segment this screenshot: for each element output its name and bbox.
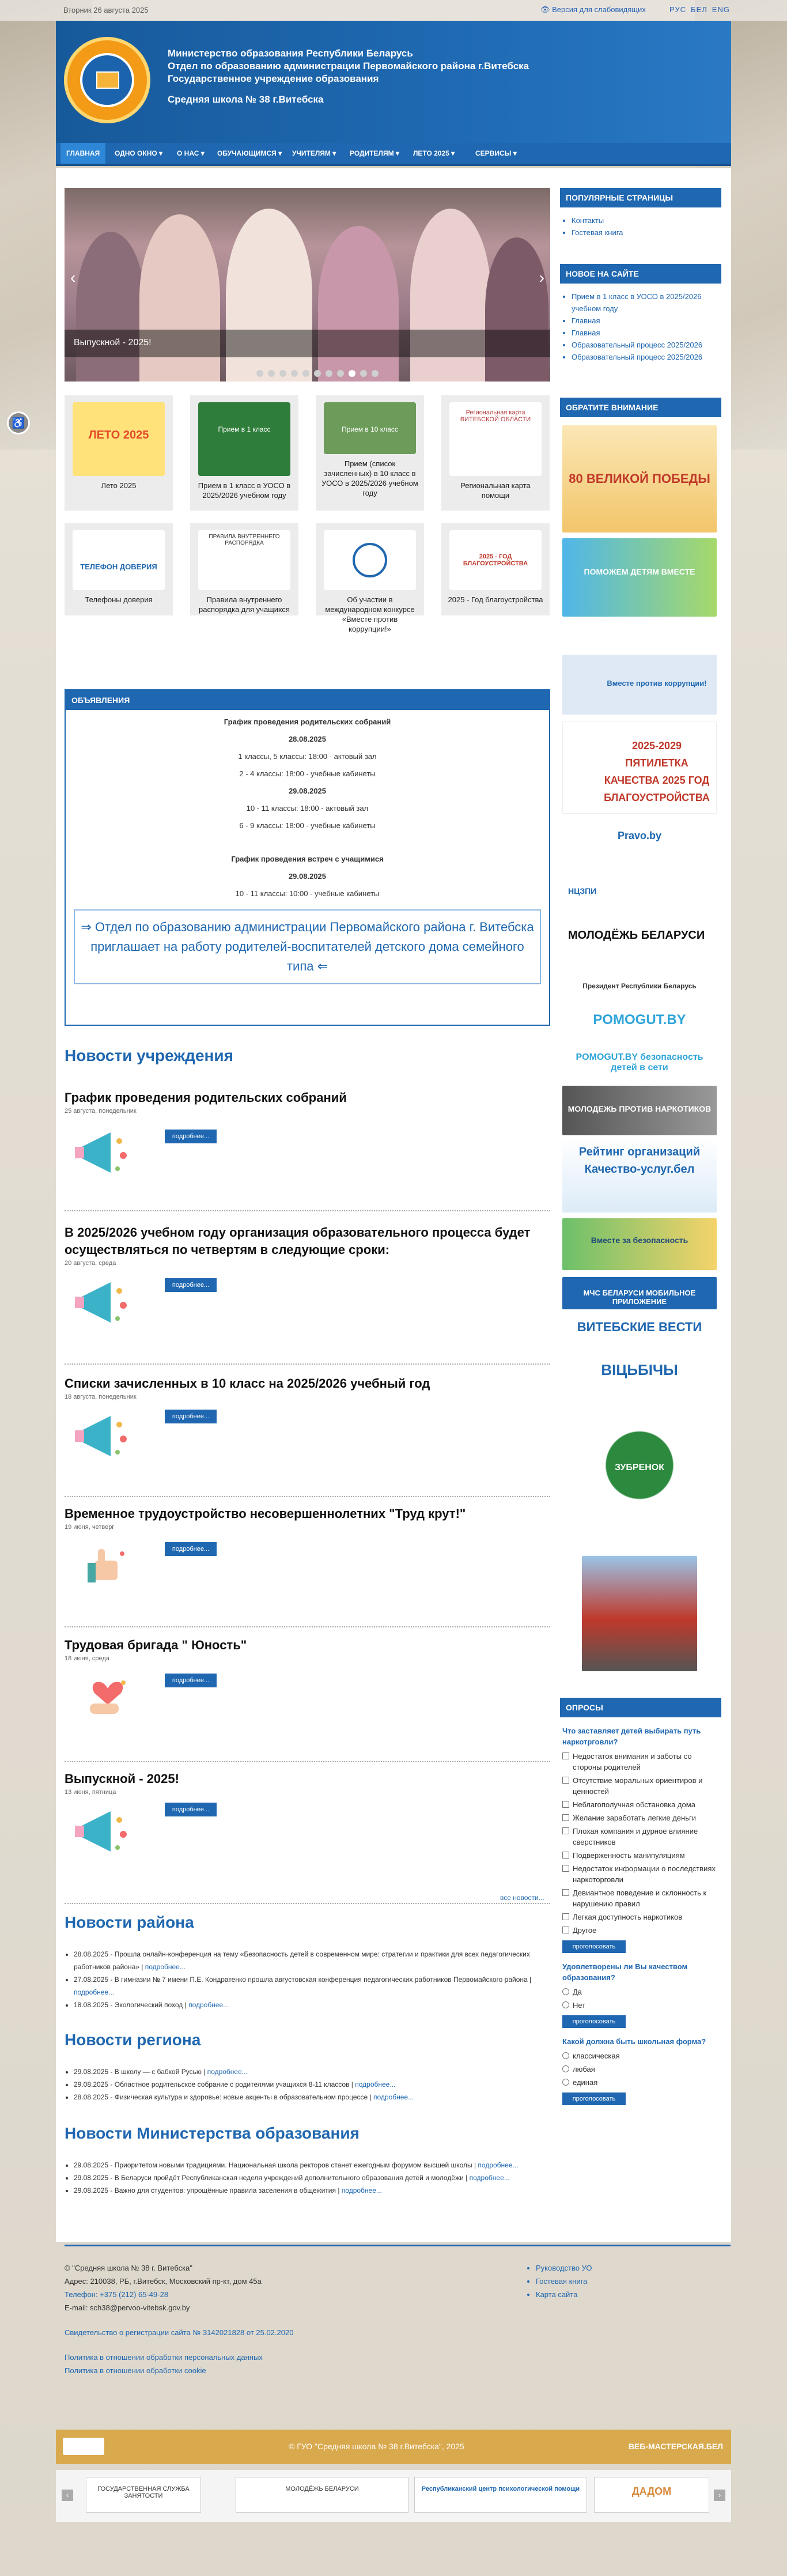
- footer-name: © "Средняя школа № 38 г. Витебска": [65, 2264, 192, 2272]
- partner-banner[interactable]: МОЛОДЁЖЬ БЕЛАРУСИ: [236, 2477, 408, 2513]
- feed-item: • 29.08.2025 - Приоритетом новыми традициями. Национальная школа ректоров станет ежегодным форумом высшей школы | подробнее...: [74, 2159, 548, 2171]
- nav-home[interactable]: ГЛАВНАЯ: [60, 143, 105, 164]
- footer-contacts: [65, 2261, 293, 2377]
- banner-mchs-app[interactable]: МЧС БЕЛАРУСИ МОБИЛЬНОЕ ПРИЛОЖЕНИЕ: [562, 1277, 717, 1309]
- banner-youth[interactable]: МОЛОДЁЖЬ БЕЛАРУСИ: [562, 917, 717, 964]
- sidebar-link[interactable]: • Главная: [572, 315, 719, 327]
- nav-services[interactable]: СЕРВИСЫ ▾: [475, 149, 517, 157]
- banner-safety-together[interactable]: Вместе за безопасность: [562, 1218, 717, 1270]
- tile-rules[interactable]: [190, 523, 298, 615]
- poll-option[interactable]: Другое: [562, 1925, 718, 1936]
- banner-anticorruption[interactable]: Вместе против коррупции!: [562, 655, 717, 715]
- slider-dot[interactable]: [326, 370, 332, 377]
- footer-links: [536, 2261, 592, 2301]
- ann-title: График проведения встреч с учащимися: [231, 855, 384, 863]
- poll-option[interactable]: классическая: [562, 2050, 718, 2061]
- sidebar-link[interactable]: • Образовательный процесс 2025/2026: [572, 351, 719, 363]
- counter-badge[interactable]: [63, 2438, 104, 2455]
- vacancy-banner[interactable]: ⇒ Отдел по образованию администрации Первомайского района г. Витебска приглашает на работу родителей-воспитателей детского дома семейного типа ⇐: [74, 909, 541, 984]
- site-title: Средняя школа № 38 г.Витебска: [168, 94, 324, 105]
- slider-caption: Выпускной - 2025!: [65, 330, 550, 357]
- poll-option[interactable]: любая: [562, 2064, 718, 2075]
- news-date: 19 июня, четверг: [65, 1524, 115, 1531]
- header-department: Отдел по образованию администрации Первомайского района г.Витебска: [168, 61, 529, 71]
- globe-icon: [353, 543, 387, 577]
- banner-ncpi[interactable]: НЦЗПИ: [562, 863, 717, 904]
- photo-slider[interactable]: [65, 188, 550, 382]
- nav-one-window[interactable]: ОДНО ОКНО ▾: [115, 149, 163, 157]
- news-title[interactable]: График проведения родительских собраний: [65, 1090, 347, 1105]
- megaphone-icon: [70, 1407, 139, 1465]
- poll-option[interactable]: Плохая компания и дурное влияние сверстников: [562, 1826, 718, 1848]
- attention-header: ОБРАТИТЕ ВНИМАНИЕ: [560, 398, 721, 417]
- sidebar-link[interactable]: • Контакты: [572, 214, 719, 226]
- ann-line: 10 - 11 классы: 18:00 - актовый зал: [246, 804, 369, 813]
- new-on-site-header: НОВОЕ НА САЙТЕ: [560, 264, 721, 284]
- news-item: [65, 1089, 550, 1214]
- district-news-title: Новости района: [65, 1913, 194, 1931]
- poll-option[interactable]: Неблагополучная обстановка дома: [562, 1799, 718, 1810]
- feed-item: • 18.08.2025 - Экологический поход | подробнее...: [74, 1999, 548, 2011]
- vote-button[interactable]: проголосовать: [562, 2015, 626, 2028]
- banner-quality[interactable]: 2025-2029 ПЯТИЛЕТКА КАЧЕСТВА 2025 ГОД БЛАГОУСТРОЙСТВА: [562, 722, 717, 814]
- slider-prev-arrow[interactable]: ‹: [70, 269, 76, 286]
- popular-pages-header: ПОПУЛЯРНЫЕ СТРАНИЦЫ: [560, 188, 721, 207]
- poll-form: [562, 1723, 718, 2113]
- feed-more-link[interactable]: подробнее...: [74, 1988, 115, 1996]
- header-institution: Государственное учреждение образования: [168, 73, 379, 84]
- news-item: [65, 1505, 550, 1632]
- poll-option[interactable]: Отсутствие моральных ориентиров и ценностей: [562, 1775, 718, 1797]
- megaphone-icon: [70, 1803, 139, 1860]
- feed-more-link[interactable]: подробнее...: [207, 2068, 248, 2076]
- footer-cookie-link[interactable]: Политика в отношении обработки cookie: [65, 2366, 206, 2375]
- nav-summer[interactable]: ЛЕТО 2025 ▾: [413, 149, 455, 157]
- tile-label: Об участии в международном конкурсе «Вместе против коррупции!»: [325, 595, 415, 633]
- nav-teachers[interactable]: УЧИТЕЛЯМ ▾: [292, 149, 336, 157]
- footer-phone[interactable]: Телефон: +375 (212) 65-49-28: [65, 2290, 169, 2299]
- banner-pravo[interactable]: Pravo.by: [562, 822, 717, 854]
- feed-more-link[interactable]: подробнее...: [188, 2001, 229, 2009]
- slider-dot[interactable]: [337, 370, 344, 377]
- tile-image: ТЕЛЕФОН ДОВЕРИЯ: [73, 530, 165, 590]
- tile-image: [324, 530, 416, 590]
- copyright-bar: [56, 2430, 731, 2464]
- top-bar: [0, 0, 787, 21]
- ann-date: 29.08.2025: [288, 787, 327, 795]
- banner-zubrenok[interactable]: ЗУБРЕНОК: [562, 1400, 717, 1544]
- carousel-prev-arrow[interactable]: ‹: [62, 2490, 73, 2501]
- banner-vitebsk-news[interactable]: ВИТЕБСКИЕ ВЕСТИ: [562, 1314, 717, 1343]
- polls-header: ОПРОСЫ: [560, 1698, 721, 1717]
- feed-more-link[interactable]: подробнее...: [373, 2093, 414, 2101]
- feed-item: • 28.08.2025 - Физическая культура и здоровье: новые акценты в образовательном процессе | подробнее...: [74, 2091, 548, 2103]
- read-more-button[interactable]: подробнее...: [165, 1278, 217, 1292]
- tile-image: Региональная карта ВИТЕБСКОЙ ОБЛАСТИ: [449, 402, 542, 476]
- tile-tenth-grade[interactable]: [316, 395, 424, 511]
- banner-vitsbichy[interactable]: ВІЦЬБІЧЫ: [562, 1354, 717, 1389]
- lang-be[interactable]: БЕЛ: [691, 5, 707, 14]
- lang-ru[interactable]: РУС: [669, 5, 687, 14]
- footer-certificate[interactable]: Свидетельство о регистрации сайта № 3142021828 от 25.02.2020: [65, 2328, 294, 2337]
- nav-parents[interactable]: РОДИТЕЛЯМ ▾: [350, 149, 399, 157]
- studio-link[interactable]: ВЕБ-МАСТЕРСКАЯ.БЕЛ: [628, 2442, 723, 2451]
- slider-dot[interactable]: [372, 370, 379, 377]
- footer-link[interactable]: • Руководство УО: [536, 2261, 592, 2275]
- news-item: [65, 1375, 550, 1502]
- sidebar-link[interactable]: • Образовательный процесс 2025/2026: [572, 339, 719, 351]
- tile-year[interactable]: [441, 523, 550, 615]
- feed-item: • 28.08.2025 - Прошла онлайн-конференция на тему «Безопасность детей в современном мире: стратегии и практики для всех педагогических работников района» | подробнее...: [74, 1948, 548, 1973]
- footer-privacy-link[interactable]: Политика в отношении обработки персональных данных: [65, 2353, 263, 2362]
- ministry-news-list: [70, 2159, 548, 2197]
- news-date: 18 июня, среда: [65, 1655, 109, 1662]
- footer-link[interactable]: • Гостевая книга: [536, 2275, 592, 2288]
- poll-option[interactable]: Да: [562, 1986, 718, 1997]
- news-item: [65, 1637, 550, 1767]
- slider-dot[interactable]: [291, 370, 298, 377]
- tile-label: Прием (список зачисленных) в 10 класс в УОСО в 2025/2026 учебном году: [321, 459, 418, 497]
- slider-dot[interactable]: [279, 370, 286, 377]
- all-news-link[interactable]: все новости...: [500, 1894, 544, 1902]
- poll-option[interactable]: единая: [562, 2077, 718, 2088]
- news-title[interactable]: Временное трудоустройство несовершеннолетних "Труд крут!": [65, 1506, 466, 1521]
- tile-label: Региональная карта помощи: [460, 481, 531, 500]
- news-date: 13 июня, пятница: [65, 1789, 116, 1796]
- feed-item: • 29.08.2025 - Важно для студентов: упрощённые правила заселения в общежития | подробнее...: [74, 2184, 548, 2197]
- tile-label: Лето 2025: [101, 481, 137, 490]
- banner-train[interactable]: [582, 1556, 697, 1671]
- news-date: 25 августа, понедельник: [65, 1108, 137, 1115]
- site-header: [56, 21, 731, 143]
- feed-more-link[interactable]: подробнее...: [478, 2161, 519, 2169]
- footer-link[interactable]: • Карта сайта: [536, 2288, 592, 2301]
- feed-more-link[interactable]: подробнее...: [341, 2186, 382, 2194]
- banner-president[interactable]: Президент Республики Беларусь: [562, 975, 717, 997]
- partners-carousel: [56, 2470, 731, 2522]
- banner-rating[interactable]: Рейтинг организаций Качество-услуг.бел: [562, 1139, 717, 1213]
- header-ministry: Министерство образования Республики Беларусь: [168, 48, 413, 59]
- read-more-button[interactable]: подробнее...: [165, 1674, 217, 1687]
- heart-hand-icon: [82, 1671, 151, 1729]
- poll-option[interactable]: Подверженность манипуляциям: [562, 1850, 718, 1861]
- slider-next-arrow[interactable]: ›: [539, 269, 544, 286]
- sidebar-link[interactable]: • Прием в 1 класс в УОСО в 2025/2026 учебном году: [572, 290, 719, 315]
- ann-line: 1 классы, 5 классы: 18:00 - актовый зал: [238, 752, 377, 761]
- tile-image: Прием в 10 класс: [324, 402, 416, 454]
- sidebar-link[interactable]: • Гостевая книга: [572, 226, 719, 239]
- carousel-next-arrow[interactable]: ›: [714, 2490, 725, 2501]
- poll-question: Удовлетворены ли Вы качеством образования?: [562, 1962, 688, 1982]
- tile-image: Прием в 1 класс: [198, 402, 290, 476]
- tile-first-grade[interactable]: [190, 395, 298, 511]
- feed-item: • 29.08.2025 - В школу — с бабкой Русью | подробнее...: [74, 2065, 548, 2078]
- partner-banner[interactable]: ГОСУДАРСТВЕННАЯ СЛУЖБА ЗАНЯТОСТИ: [86, 2477, 201, 2513]
- current-date: Вторник 26 августа 2025: [63, 6, 149, 14]
- news-date: 20 августа, среда: [65, 1260, 116, 1267]
- news-date: 18 августа, понедельник: [65, 1393, 137, 1400]
- feed-more-link[interactable]: подробнее...: [145, 1963, 186, 1971]
- slider-dot[interactable]: [256, 370, 263, 377]
- tile-label: 2025 - Год благоустройства: [448, 595, 543, 604]
- banner-help-children[interactable]: ПОМОЖЕМ ДЕТЯМ ВМЕСТЕ: [562, 538, 717, 617]
- tile-label: Телефоны доверия: [85, 595, 153, 604]
- feed-item: • 27.08.2025 - В гимназии № 7 имени П.Е. Кондратенко прошла августовская конференция педагогических работников Первомайского района | подробнее...: [74, 1973, 548, 1999]
- news-title[interactable]: Трудовая бригада " Юность": [65, 1638, 247, 1652]
- slider-dot[interactable]: [360, 370, 367, 377]
- ministry-news-title: Новости Министерства образования: [65, 2124, 360, 2142]
- poll-question: Что заставляет детей выбирать путь наркотрговли?: [562, 1727, 701, 1746]
- megaphone-icon: [70, 1124, 139, 1181]
- accessibility-button[interactable]: [7, 411, 30, 435]
- low-vision-link[interactable]: 👁 Версия для слабовидящих: [540, 5, 646, 14]
- read-more-button[interactable]: подробнее...: [165, 1542, 217, 1556]
- banner-anti-drugs[interactable]: МОЛОДЕЖЬ ПРОТИВ НАРКОТИКОВ: [562, 1086, 717, 1135]
- partner-banner[interactable]: ДАДОМ: [594, 2477, 709, 2513]
- partner-banner[interactable]: Республиканский центр психологической помощи: [414, 2477, 587, 2513]
- vote-button[interactable]: проголосовать: [562, 2092, 626, 2105]
- slider-dot-active[interactable]: [349, 370, 355, 377]
- feed-more-link[interactable]: подробнее...: [469, 2174, 510, 2182]
- thumbs-up-icon: [82, 1543, 151, 1601]
- tile-summer[interactable]: [65, 395, 173, 511]
- ann-date: 28.08.2025: [288, 735, 327, 743]
- poll-option[interactable]: Легкая доступность наркотиков: [562, 1912, 718, 1922]
- poll-option[interactable]: Нет: [562, 2000, 718, 2011]
- news-section-title: Новости учреждения: [65, 1047, 233, 1064]
- slider-dot[interactable]: [302, 370, 309, 377]
- ann-line: 6 - 9 классы: 18:00 - учебные кабинеты: [239, 821, 376, 830]
- poll-option[interactable]: Желание заработать легкие деньги: [562, 1812, 718, 1823]
- announcements-box: [65, 689, 550, 1026]
- district-news-list: [70, 1948, 548, 2011]
- tile-image: 2025 - ГОД БЛАГОУСТРОЙСТВА: [449, 530, 542, 590]
- feed-item: • 29.08.2025 - Областное родительское собрание с родителями учащихся 8-11 классов | подробнее...: [74, 2078, 548, 2091]
- ann-date: 29.08.2025: [288, 872, 327, 881]
- banner-pomogut-safety[interactable]: POMOGUT.BY безопасность детей в сети: [562, 1043, 717, 1080]
- nav-students[interactable]: ОБУЧАЮЩИМСЯ ▾: [217, 149, 282, 157]
- eye-icon: 👁: [540, 5, 550, 14]
- new-on-site-list: [563, 290, 719, 363]
- book-icon: [96, 71, 119, 89]
- region-news-list: [70, 2065, 548, 2103]
- tile-image: ЛЕТО 2025: [73, 402, 165, 476]
- sidebar-link[interactable]: • Главная: [572, 327, 719, 339]
- poll-option[interactable]: Девиантное поведение и склонность к нарушению правил: [562, 1887, 718, 1909]
- read-more-button[interactable]: подробнее...: [165, 1130, 217, 1143]
- megaphone-icon: [70, 1274, 139, 1331]
- slider-dots: [256, 370, 379, 377]
- lang-en[interactable]: ENG: [712, 5, 730, 14]
- footer-address: Адрес: 210038, РБ, г.Витебск, Московский пр-кт, дом 45а: [65, 2277, 262, 2286]
- tile-label: Правила внутреннего распорядка для учащихся: [199, 595, 290, 614]
- tile-anticorruption[interactable]: [316, 523, 424, 633]
- news-title[interactable]: В 2025/2026 учебном году организация образовательного процесса будет осуществляться по четвертям в следующие сроки:: [65, 1225, 531, 1257]
- poll-option[interactable]: Недостаток внимания и заботы со стороны родителей: [562, 1751, 718, 1773]
- banner-pomogut[interactable]: POMOGUT.BY: [562, 1005, 717, 1037]
- news-item: [65, 1770, 550, 1886]
- poll-option[interactable]: Недостаток информации о последствиях наркоторговли: [562, 1863, 718, 1885]
- region-news-title: Новости региона: [65, 2031, 201, 2049]
- popular-pages-list: [563, 214, 719, 239]
- ann-title: График проведения родительских собраний: [224, 717, 391, 726]
- read-more-button[interactable]: подробнее...: [165, 1410, 217, 1423]
- language-switcher: [669, 5, 735, 14]
- ann-line: 10 - 11 классы: 10:00 - учебные кабинеты: [235, 889, 380, 898]
- copyright-text: © ГУО "Средняя школа № 38 г.Витебска", 2025: [289, 2442, 464, 2451]
- slider-dot[interactable]: [268, 370, 275, 377]
- news-item: [65, 1224, 550, 1368]
- news-title[interactable]: Списки зачисленных в 10 класс на 2025/2026 учебный год: [65, 1376, 430, 1391]
- news-title[interactable]: Выпускной - 2025!: [65, 1772, 179, 1786]
- read-more-button[interactable]: подробнее...: [165, 1803, 217, 1816]
- tile-help-map[interactable]: [441, 395, 550, 511]
- accessibility-icon: ♿: [12, 417, 25, 429]
- poll-question: Какой должна быть школьная форма?: [562, 2037, 706, 2046]
- main-nav: [56, 143, 731, 166]
- ann-line: 2 - 4 классы: 18:00 - учебные кабинеты: [239, 769, 376, 778]
- footer-email[interactable]: E-mail: sch38@pervoo-vitebsk.gov.by: [65, 2303, 190, 2312]
- tile-image: ПРАВИЛА ВНУТРЕННЕГО РАСПОРЯДКА: [198, 530, 290, 590]
- feed-more-link[interactable]: подробнее...: [355, 2080, 396, 2088]
- feed-item: • 29.08.2025 - В Беларуси пройдёт Республиканская неделя учреждений дополнительного образования детей и молодёжи | подробнее...: [74, 2171, 548, 2184]
- slider-dot[interactable]: [314, 370, 321, 377]
- vote-button[interactable]: проголосовать: [562, 1940, 626, 1953]
- announcements-header: ОБЪЯВЛЕНИЯ: [66, 690, 549, 710]
- banner-victory[interactable]: 80 ВЕЛИКОЙ ПОБЕДЫ: [562, 425, 717, 532]
- nav-about[interactable]: О НАС ▾: [177, 149, 205, 157]
- tile-hotline[interactable]: [65, 523, 173, 615]
- tile-label: Прием в 1 класс в УОСО в 2025/2026 учебном году: [198, 481, 291, 500]
- school-logo[interactable]: [64, 37, 150, 123]
